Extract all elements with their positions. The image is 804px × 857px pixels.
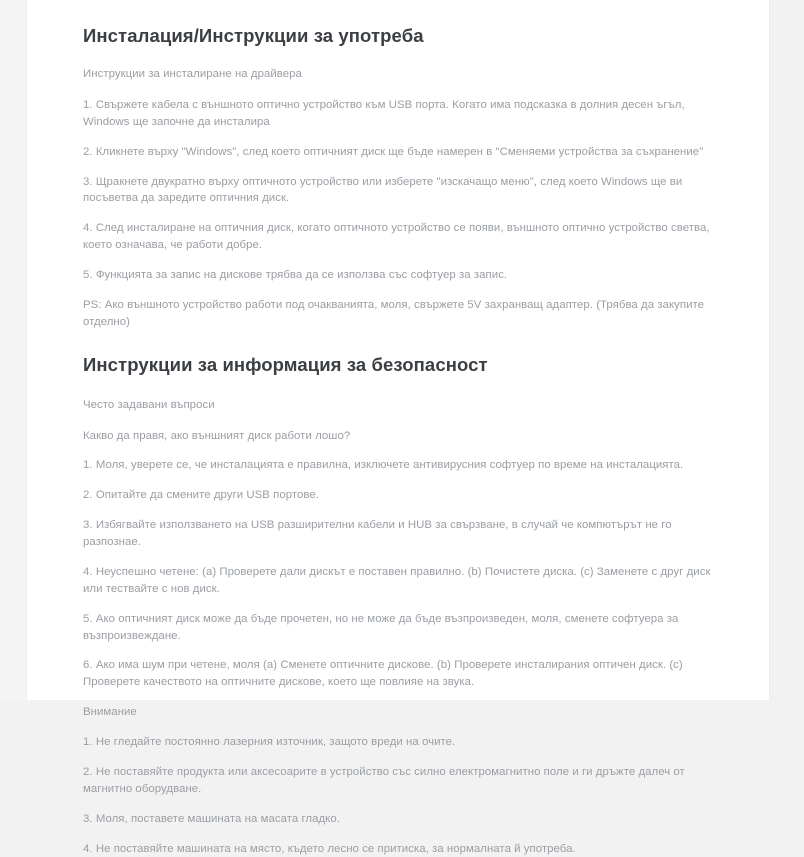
safety-answer-6: 6. Ако има шум при четене, моля (a) Сменете оптичните дискове. (b) Проверете инсталирания оптичен диск. (c) Проверете качеството на оптичните дискове, което ще повлияе на звука. (83, 659, 683, 689)
content-panel (26, 0, 770, 855)
installation-step-4: 4. След инсталиране на оптичния диск, когато оптичното устройство се появи, външното оптично устройство светва, което означава, че работи добре. (83, 222, 710, 252)
installation-step-2: 2. Кликнете върху "Windows", след което оптичният диск ще бъде намерен в "Сменяеми устройства за съхранение" (83, 145, 704, 158)
warning-heading: Внимание (83, 706, 137, 719)
warning-item-4: 4. Не поставяйте машината на място, където лесно се притиска, за нормалната й употреба. (83, 842, 576, 855)
page-title-installation: Инсталация/Инструкции за употреба (83, 25, 424, 46)
installation-subtitle: Инструкции за инсталиране на драйвера (83, 68, 302, 81)
warning-item-2: 2. Не поставяйте продукта или аксесоарите в устройство със силно електромагнитно поле и ги дръжте далеч от магнитно оборудване. (83, 765, 685, 795)
safety-answer-1: 1. Моля, уверете се, че инсталацията е правилна, изключете антивирусния софтуер по време на инсталацията. (83, 459, 684, 472)
installation-postscript: PS: Ако външното устройство работи под очакванията, моля, свържете 5V захранващ адаптер. (Трябва да закупите отделно) (83, 298, 705, 328)
right-gutter (770, 0, 804, 700)
page-title-safety: Инструкции за информация за безопасност (83, 353, 488, 375)
warning-item-1: 1. Не гледайте постоянно лазерния източник, защото вреди на очите. (83, 736, 456, 749)
content-inner (27, 0, 769, 857)
safety-answer-3: 3. Избягвайте използването на USB разширителни кабели и HUB за свързване, в случай че компютърът не го разпознае. (83, 519, 672, 549)
installation-step-3: 3. Щракнете двукратно върху оптичното устройство или изберете "изскачащо меню", след което Windows ще ви посъветва да заредите оптичния диск. (83, 175, 683, 205)
safety-answer-5: 5. Ако оптичният диск може да бъде прочетен, но не може да бъде възпроизведен, моля, сменете софтуера за възпроизвеждане. (83, 612, 679, 642)
left-gutter (0, 0, 26, 700)
safety-question: Какво да правя, ако външният диск работи лошо? (83, 429, 351, 442)
installation-step-5: 5. Функцията за запис на дискове трябва да се използва със софтуер за запис. (83, 269, 508, 282)
safety-subtitle-faq: Често задавани въпроси (83, 398, 215, 411)
safety-answer-2: 2. Опитайте да смените други USB портове. (83, 489, 319, 502)
installation-step-1: 1. Свържете кабела с външното оптично устройство към USB порта. Когато има подсказка в долния десен ъгъл, Windows ще започне да инсталира (83, 98, 685, 128)
safety-answer-4: 4. Неуспешно четене: (a) Проверете дали дискът е поставен правилно. (b) Почистете диска. (c) Заменете с друг диск или тествайте с нов диск. (83, 565, 711, 595)
warning-item-3: 3. Моля, поставете машината на масата гладко. (83, 812, 340, 825)
